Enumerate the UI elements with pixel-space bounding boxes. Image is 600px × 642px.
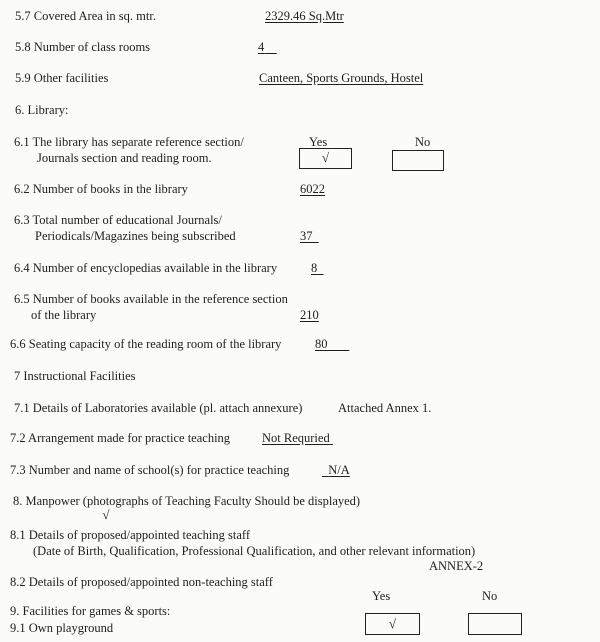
item-8-1-annex: ANNEX-2 [429,559,484,573]
section-8-check-mark: √ [102,507,110,522]
item-6-4-value [311,261,324,275]
item-6-1-no-checkbox[interactable] [392,150,444,171]
item-6-1-yes-checkbox[interactable] [299,148,352,169]
item-5-7-value: 2329.46 Sq.Mtr [265,9,344,23]
item-7-1-value: Attached Annex 1. [338,401,432,415]
item-7-2-label: 7.2 Arrangement made for practice teaching [10,431,231,445]
item-5-8-value-text: 4 [258,40,265,54]
item-6-1-yes-check-mark: √ [321,150,330,165]
item-6-2-label: 6.2 Number of books in the library [14,182,188,196]
item-6-3-value-text: 37 [300,229,313,243]
item-6-3-value [300,229,319,243]
item-9-1-no-checkbox[interactable] [468,613,522,635]
item-5-8-label: 5.8 Number of class rooms [15,40,151,54]
item-5-7-label: 5.7 Covered Area in sq. mtr. [15,9,156,23]
section-9-heading: 9. Facilities for games & sports: [10,604,171,618]
section-8-heading: 8. Manpower (photographs of Teaching Faculty Should be displayed) [13,494,361,508]
item-7-3-label: 7.3 Number and name of school(s) for practice teaching [10,463,290,477]
item-8-1-detail: (Date of Birth, Qualification, Professional Qualification, and other relevant information) [33,544,476,558]
item-6-3-label-line2: Periodicals/Magazines being subscribed [35,229,236,243]
item-6-1-yes-label: Yes [309,135,328,149]
item-6-5-value: 210 [300,308,319,322]
item-6-1-no-label: No [415,135,431,149]
item-6-4-value-text: 8 [311,261,318,275]
section-9-no-label: No [482,589,498,603]
item-6-2-value: 6022 [300,182,325,196]
item-8-2-label: 8.2 Details of proposed/appointed non-teaching staff [10,575,273,589]
item-9-1-label: 9.1 Own playground [10,621,114,635]
section-9-yes-label: Yes [372,589,391,603]
item-6-6-label: 6.6 Seating capacity of the reading room of the library [10,337,282,351]
item-5-9-label: 5.9 Other facilities [15,71,109,85]
item-6-6-value [315,337,349,351]
item-7-3-value-text: N/A [328,463,350,477]
item-6-3-label-line1: 6.3 Total number of educational Journals/ [14,213,222,227]
item-6-1-label-line1: 6.1 The library has separate reference section/ [14,135,244,149]
item-6-5-label-line2: of the library [31,308,97,322]
item-6-1-label-line2: Journals section and reading room. [37,151,212,165]
item-9-1-yes-checkbox[interactable] [365,613,420,635]
item-5-8-value [258,40,277,54]
section-6-heading: 6. Library: [15,103,69,117]
item-8-1-label: 8.1 Details of proposed/appointed teaching staff [10,528,250,542]
item-6-4-label: 6.4 Number of encyclopedias available in the library [14,261,278,275]
item-7-2-value [262,431,333,445]
item-7-1-label: 7.1 Details of Laboratories available (pl. attach annexure) [14,401,303,415]
item-5-9-value: Canteen, Sports Grounds, Hostel [259,71,424,85]
item-6-5-label-line1: 6.5 Number of books available in the reference section [14,292,288,306]
item-6-6-value-text: 80 [315,337,328,351]
item-7-2-value-text: Not Requried [262,431,330,445]
section-7-heading: 7 Instructional Facilities [14,369,136,383]
item-7-3-value [322,463,350,477]
item-9-1-yes-check-mark: √ [388,616,397,631]
